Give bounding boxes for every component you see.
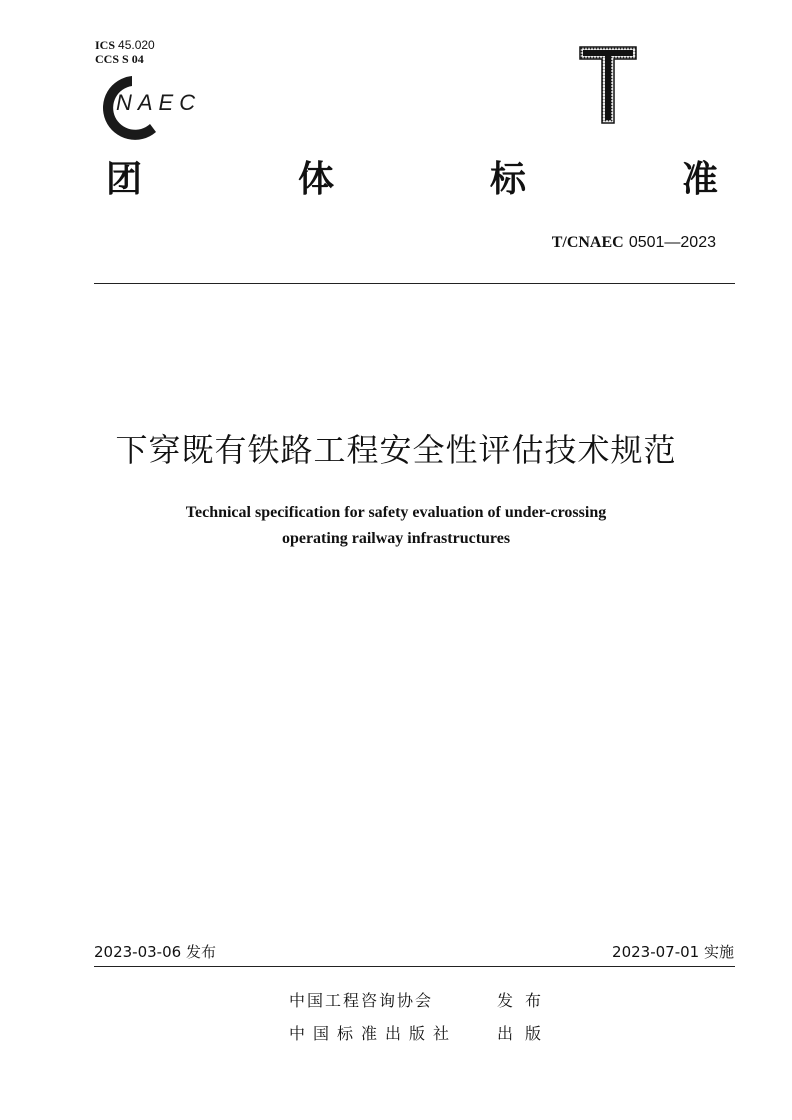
category-char-1: 团: [106, 159, 143, 200]
classification-codes: [95, 38, 155, 66]
standard-type-mark: [577, 44, 639, 126]
ics-code: 45.020: [118, 38, 155, 52]
issuer-name: 中国工程咨询协会: [289, 991, 434, 1010]
title-english-line-2: operating railway infrastructures: [281, 530, 511, 547]
cnaec-logo: [92, 72, 212, 142]
standard-prefix: T/CNAEC: [551, 234, 624, 251]
standard-number: [552, 232, 716, 253]
category-char-2: 体: [298, 159, 335, 200]
title-chinese: 下穿既有铁路工程安全性评估技术规范: [115, 431, 677, 469]
ics-line: [95, 38, 155, 52]
press-name: 中国标准出版社: [289, 1024, 458, 1043]
logo-text: NAEC: [116, 90, 202, 115]
title-english-line-1: Technical specification for safety evaluation of under-crossing: [185, 504, 607, 521]
press-action: 出版: [497, 1024, 554, 1043]
bottom-divider: [94, 966, 735, 967]
ccs-label: CCS: [95, 52, 120, 66]
ccs-line: [95, 52, 155, 66]
standard-code: 0501—2023: [628, 234, 716, 251]
issuer-action: 发布: [497, 991, 554, 1010]
ccs-code: S 04: [122, 52, 144, 66]
category-char-4: 准: [682, 159, 719, 200]
top-divider: [94, 283, 735, 284]
implement-date: 2023-07-01 实施: [612, 943, 734, 961]
category-char-3: 标: [490, 159, 527, 200]
issue-date: 2023-03-06 发布: [94, 943, 216, 961]
title-english: [0, 500, 792, 552]
ics-label: ICS: [95, 38, 116, 52]
